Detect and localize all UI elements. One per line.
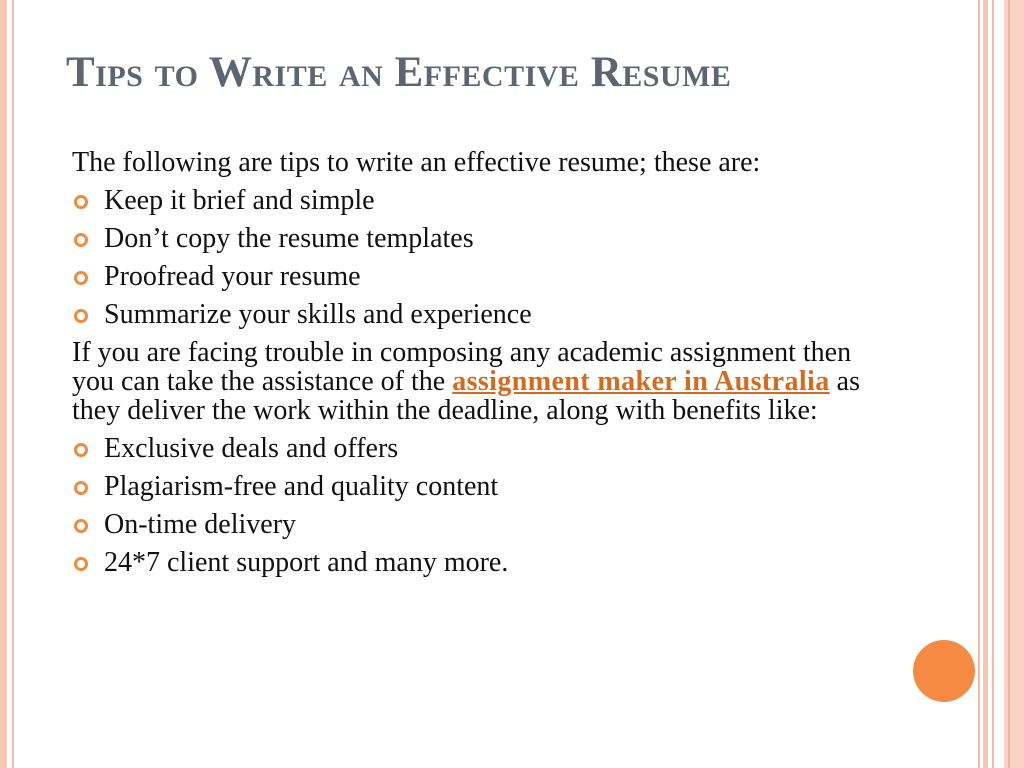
right-decorative-stripe <box>983 0 988 768</box>
assistance-paragraph <box>72 338 872 425</box>
right-decorative-stripe <box>978 0 980 768</box>
list-item <box>72 548 872 577</box>
orange-circle-icon <box>913 640 975 702</box>
slide-body <box>72 148 872 586</box>
slide-title: Tips to Write an Effective Resume <box>66 49 732 96</box>
tip-text: Don’t copy the resume templates <box>104 223 474 254</box>
benefit-text: 24*7 client support and many more. <box>104 547 509 578</box>
list-item <box>72 300 872 329</box>
tip-text: Summarize your skills and experience <box>104 299 532 330</box>
hollow-circle-bullet-icon <box>74 557 88 571</box>
list-item <box>72 472 872 501</box>
hollow-circle-bullet-icon <box>74 195 88 209</box>
right-decorative-band <box>1004 0 1024 768</box>
paragraph-text-before-link: If you are facing trouble in composing any academic assignment then you can take the assistance of the <box>72 337 852 397</box>
hollow-circle-bullet-icon <box>74 309 88 323</box>
hollow-circle-bullet-icon <box>74 271 88 285</box>
hollow-circle-bullet-icon <box>74 233 88 247</box>
right-decorative-stripe <box>1008 0 1010 768</box>
list-item <box>72 262 872 291</box>
list-item <box>72 186 872 215</box>
tips-list <box>72 186 872 329</box>
tip-text: Proofread your resume <box>104 261 361 292</box>
benefit-text: Exclusive deals and offers <box>104 433 399 464</box>
benefit-text: On-time delivery <box>104 509 297 540</box>
hollow-circle-bullet-icon <box>74 443 88 457</box>
left-decorative-stripe-thin <box>12 0 14 768</box>
hollow-circle-bullet-icon <box>74 481 88 495</box>
benefit-text: Plagiarism-free and quality content <box>104 471 499 502</box>
list-item <box>72 224 872 253</box>
benefits-list <box>72 434 872 577</box>
left-decorative-stripe <box>0 0 7 768</box>
right-decorative-stripe <box>992 0 994 768</box>
intro-text: The following are tips to write an effective resume; these are: <box>72 147 761 178</box>
hollow-circle-bullet-icon <box>74 519 88 533</box>
paragraph-text-after-link: as they deliver the work within the deadline, along with benefits like: <box>72 366 860 426</box>
tip-text: Keep it brief and simple <box>104 185 375 216</box>
assignment-maker-link[interactable]: assignment maker in Australia <box>452 366 830 397</box>
list-item <box>72 510 872 539</box>
list-item <box>72 434 872 463</box>
